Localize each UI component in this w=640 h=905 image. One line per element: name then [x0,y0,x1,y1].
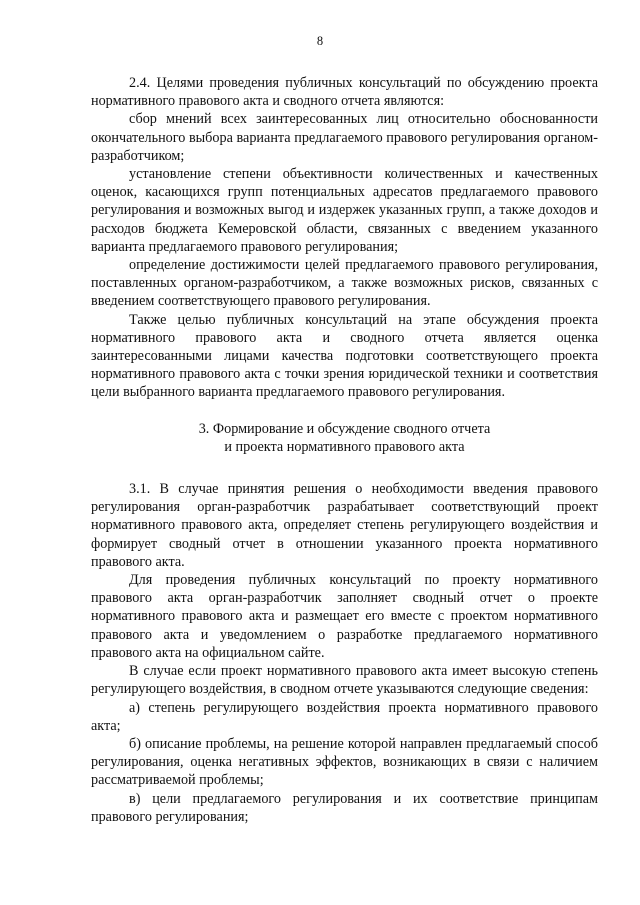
paragraph-3-1: 3.1. В случае принятия решения о необходимости введения правового регулирования орган-разработчик разрабатывает соответствующий проект нормативного правового акта, определяет степень регулирующего воздействия и формирует сводный отчет в отношении указанного проекта нормативного правового акта. [91,481,598,570]
paragraph-goal-achievability: определение достижимости целей предлагаемого правового регулирования, поставленных органом-разработчиком, а также возможных рисков, связанных с введением соответствующего правового регулирования. [91,257,598,310]
list-item-v: в) цели предлагаемого регулирования и их соответствие принципам правового регулирования; [91,790,598,825]
document-body [91,74,598,826]
section-3-heading-line-2: и проекта нормативного правового акта [224,438,465,455]
section-3-heading [91,420,598,456]
paragraph-high-impact: В случае если проект нормативного правового акта имеет высокую степень регулирующего воздействия, в сводном отчете указываются следующие сведения: [91,663,598,698]
paragraph-2-4-intro: 2.4. Целями проведения публичных консультаций по обсуждению проекта нормативного правового акта и сводного отчета являются: [91,75,598,110]
section-3-heading-line-1: 3. Формирование и обсуждение сводного отчета [198,420,491,437]
list-item-a: а) степень регулирующего воздействия проекта нормативного правового акта; [91,699,598,734]
paragraph-goal-opinions: сбор мнений всех заинтересованных лиц относительно обоснованности окончательного выбора варианта предлагаемого правового регулирования органом-разработчиком; [91,111,598,164]
page-number: 8 [316,34,324,48]
paragraph-consultations: Для проведения публичных консультаций по проекту нормативного правового акта орган-разработчик заполняет сводный отчет о проекте нормативного правового акта и размещает его вместе с проектом нормативного правового акта и уведомлением о разработке предлагаемого нормативного правового акта на официальном сайте. [91,572,598,661]
list-item-b: б) описание проблемы, на решение которой направлен предлагаемый способ регулирования, оценка негативных эффектов, возникающих в связи с наличием рассматриваемой проблемы; [91,735,598,789]
paragraph-goal-quality: Также целью публичных консультаций на этапе обсуждения проекта нормативного правового акта и сводного отчета является оценка заинтересованными лицами качества подготовки соответствующего проекта нормативного правового акта с точки зрения юридической техники и соответствия цели выбранного варианта предлагаемого правового регулирования. [91,311,598,401]
paragraph-goal-objectivity: установление степени объективности количественных и качественных оценок, касающихся групп потенциальных адресатов предлагаемого правового регулирования и возможных выгод и издержек указанных групп, а также доходов и расходов бюджета Кемеровской области, связанных с введением указанного варианта предлагаемого правового регулирования; [91,166,598,255]
